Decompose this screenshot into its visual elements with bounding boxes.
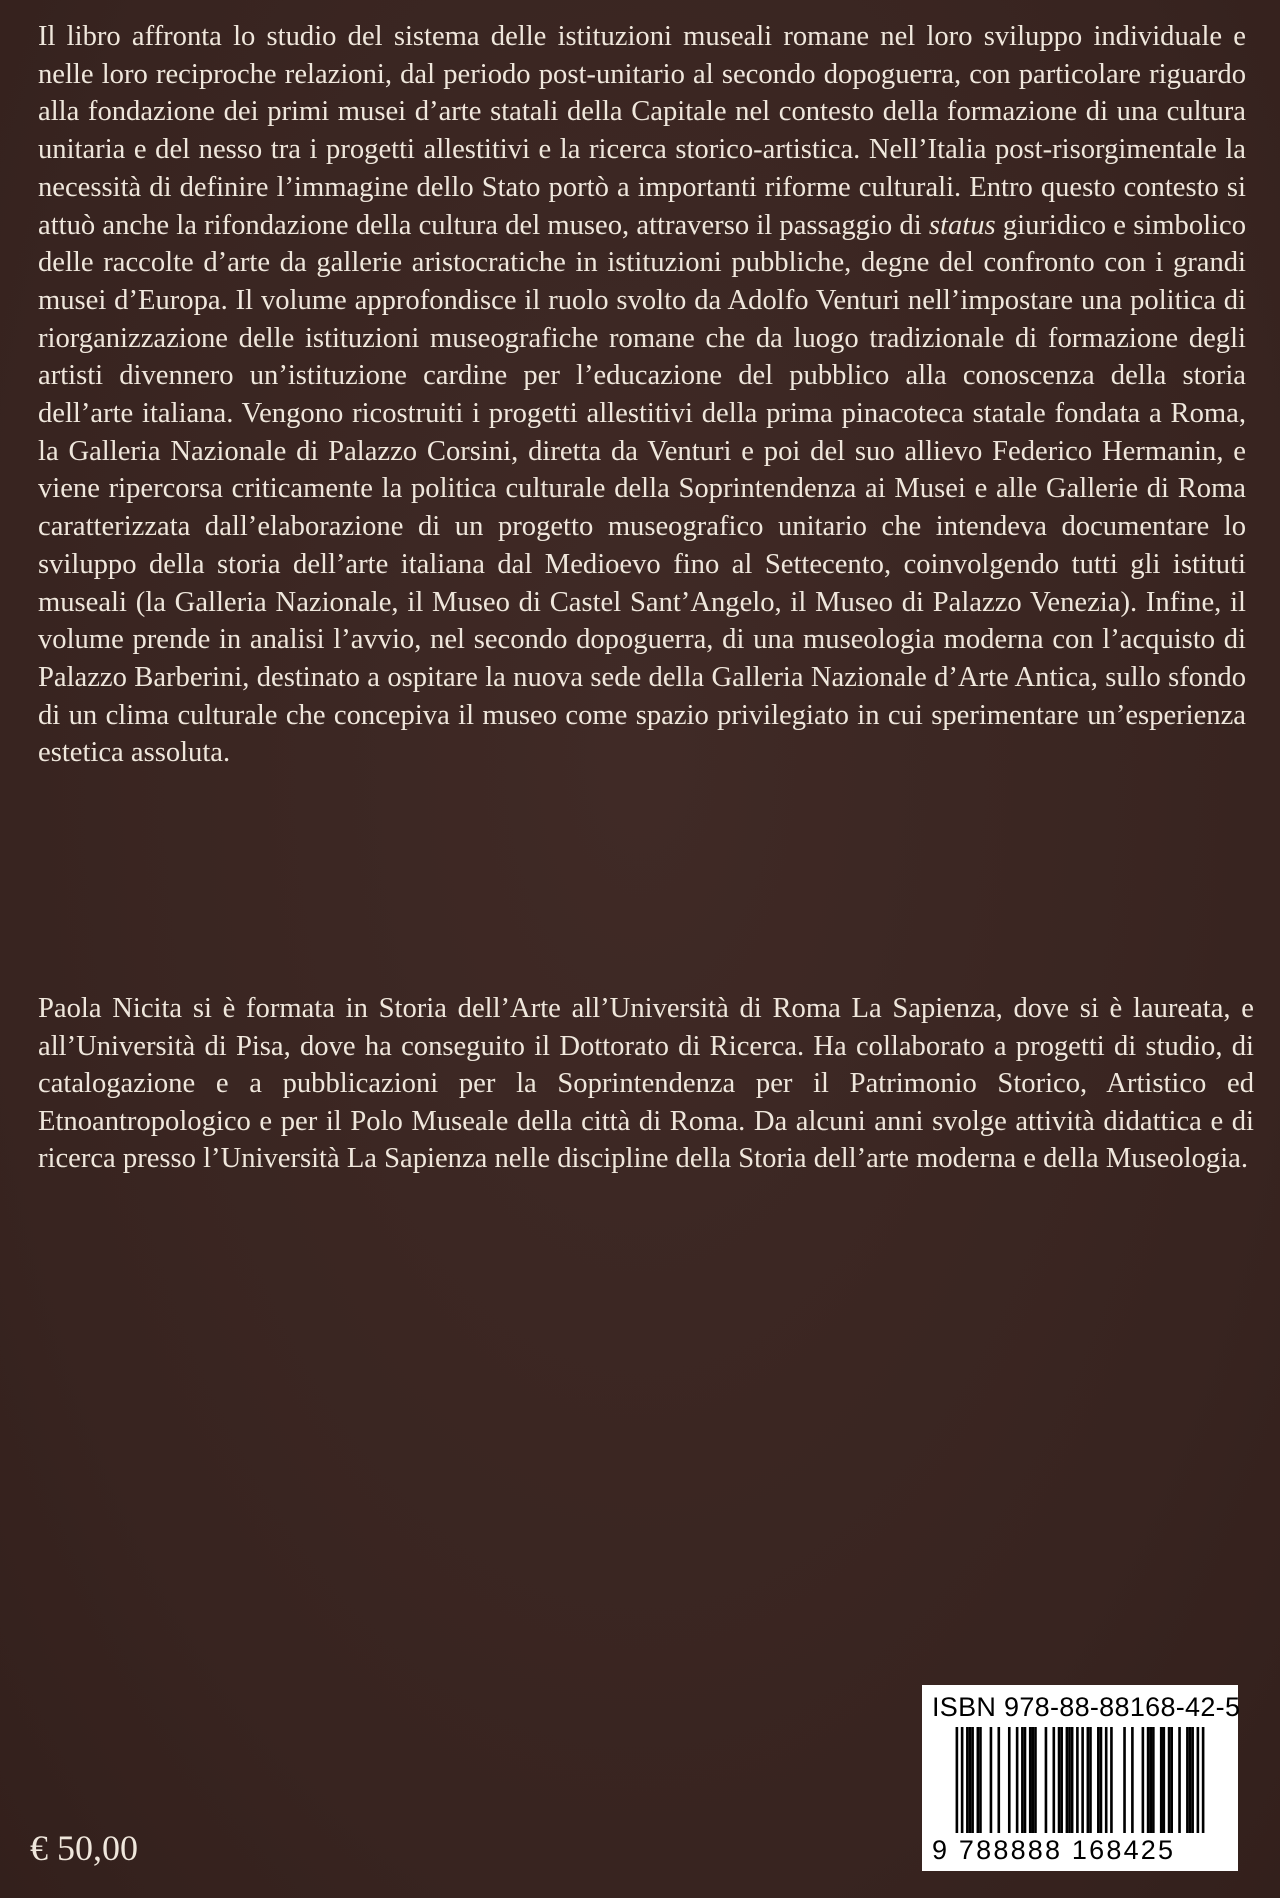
book-synopsis bbox=[38, 18, 1246, 772]
barcode-bar bbox=[1191, 1727, 1194, 1833]
barcode-bar bbox=[990, 1727, 993, 1833]
barcode-bar bbox=[1021, 1727, 1024, 1833]
barcode-bar bbox=[1149, 1727, 1152, 1833]
barcode-bar bbox=[1147, 1727, 1150, 1833]
barcode-bar bbox=[1170, 1727, 1173, 1833]
synopsis-italic-term: status bbox=[928, 209, 996, 241]
barcode-bar bbox=[1089, 1727, 1092, 1833]
barcode-bar bbox=[1087, 1727, 1090, 1833]
barcode-bar bbox=[1032, 1727, 1035, 1833]
ean13-barcode bbox=[932, 1727, 1228, 1833]
barcode-bar bbox=[1052, 1727, 1055, 1833]
barcode-bar bbox=[1168, 1727, 1171, 1833]
synopsis-text-part-1: Il libro affronta lo studio del sistema delle istituzioni museali romane nel loro sviluppo individuale e nelle loro reciproche relazioni, dal periodo post-unitario al secondo dopoguerra, con particolare riguardo alla fondazione dei primi musei d’arte statali della Capitale nel contesto della formazione di una cultura unitaria e del nesso tra i progetti allestitivi e la ricerca storico-artistica. Nell’Italia post-risorgimentale la necessità di definire l’immagine dello Stato portò a importanti riforme culturali. Entro questo contesto si attuò anche la rifondazione della cultura del museo, attraverso il passaggio di bbox=[38, 21, 1246, 241]
author-bio: Paola Nicita si è formata in Storia dell’Arte all’Università di Roma La Sapienza, dove si è laureata, e all’Università di Pisa, dove ha conseguito il Dottorato di Ricerca. Ha collaborato a progetti di studio, di catalogazione e a pubblicazioni per la Soprintendenza per il Patrimonio Storico, Artistico ed Etnoantropologico e per il Polo Museale della città di Roma. Da alcuni anni svolge attività didattica e di ricerca presso l’Università La Sapienza nelle discipline della Storia dell’arte moderna e della Museologia. bbox=[38, 993, 1254, 1175]
price-label: € 50,00 bbox=[30, 1828, 138, 1868]
barcode-bar bbox=[1066, 1727, 1069, 1833]
barcode-bar bbox=[1076, 1727, 1079, 1833]
barcode-bar bbox=[1178, 1727, 1181, 1833]
isbn-label: ISBN 978-88-88168-42-5 bbox=[932, 1692, 1241, 1722]
barcode-bar bbox=[1068, 1727, 1071, 1833]
barcode-bar bbox=[997, 1727, 1000, 1833]
barcode-digits: 9 788888 168425 bbox=[932, 1835, 1176, 1865]
barcode-bar bbox=[1197, 1727, 1200, 1833]
barcode-bar bbox=[1142, 1727, 1145, 1833]
barcode-bar bbox=[977, 1727, 980, 1833]
barcode-bar bbox=[1189, 1727, 1192, 1833]
barcode-bar bbox=[1045, 1727, 1048, 1833]
barcode-bar bbox=[1123, 1727, 1126, 1833]
barcode-bar bbox=[1016, 1727, 1019, 1833]
barcode-bar bbox=[961, 1727, 964, 1833]
barcode-bar bbox=[1071, 1727, 1074, 1833]
barcode-bar bbox=[1186, 1727, 1189, 1833]
barcode-bar bbox=[1202, 1727, 1205, 1833]
barcode-bar bbox=[1152, 1727, 1155, 1833]
barcode-bar bbox=[1110, 1727, 1113, 1833]
barcode-bar bbox=[1029, 1727, 1032, 1833]
barcode-bar bbox=[979, 1727, 982, 1833]
barcode-bar bbox=[1100, 1727, 1103, 1833]
barcode-bar bbox=[1097, 1727, 1100, 1833]
barcode-bar bbox=[1060, 1727, 1063, 1833]
barcode-bar bbox=[956, 1727, 959, 1833]
barcode-bar bbox=[1034, 1727, 1037, 1833]
barcode-bar bbox=[971, 1727, 974, 1833]
barcode-bar bbox=[1024, 1727, 1027, 1833]
barcode-bar bbox=[1131, 1727, 1134, 1833]
barcode-bar bbox=[1081, 1727, 1084, 1833]
barcode-bar bbox=[969, 1727, 972, 1833]
isbn-barcode-box bbox=[922, 1685, 1241, 1871]
barcode-bar bbox=[1160, 1727, 1163, 1833]
barcode-bar bbox=[1163, 1727, 1166, 1833]
synopsis-text-part-2: giuridico e simbolico delle raccolte d’arte da gallerie aristocratiche in istituzioni pubbliche, degne del confronto con i grandi musei d’Europa. Il volume approfondisce il ruolo svolto da Adolfo Venturi nell’impostare una politica di riorganizzazione delle istituzioni museografiche romane che da luogo tradizionale di formazione degli artisti divennero un’istituzione cardine per l’educazione del pubblico alla conoscenza della storia dell’arte italiana. Vengono ricostruiti i progetti allestitivi della prima pinacoteca statale fondata a Roma, la Galleria Nazionale di Palazzo Corsini, diretta da Venturi e poi del suo allievo Federico Hermanin, e viene ripercorsa criticamente la politica culturale della Soprintendenza ai Musei e alle Gallerie di Roma caratterizzata dall’elaborazione di un progetto museografico unitario che intendeva documentare lo sviluppo della storia dell’arte italiana dal Medioevo fino al Settecento, coinvolgendo tutti gli istituti museali (la Galleria Nazionale, il Museo di Castel Sant’Angelo, il Museo di Palazzo Venezia). Infine, il volume prende in analisi l’avvio, nel secondo dopoguerra, di una museologia moderna con l’acquisto di Palazzo Barberini, destinato a ospitare la nuova sede della Galleria Nazionale d’Arte Antica, sullo sfondo di un clima culturale che concepiva il museo come spazio privilegiato in cui sperimentare un’esperienza estetica assoluta. bbox=[38, 209, 1246, 769]
barcode-bar bbox=[966, 1727, 969, 1833]
barcode-bar bbox=[1105, 1727, 1108, 1833]
barcode-bar bbox=[1058, 1727, 1061, 1833]
barcode-bar bbox=[1008, 1727, 1011, 1833]
